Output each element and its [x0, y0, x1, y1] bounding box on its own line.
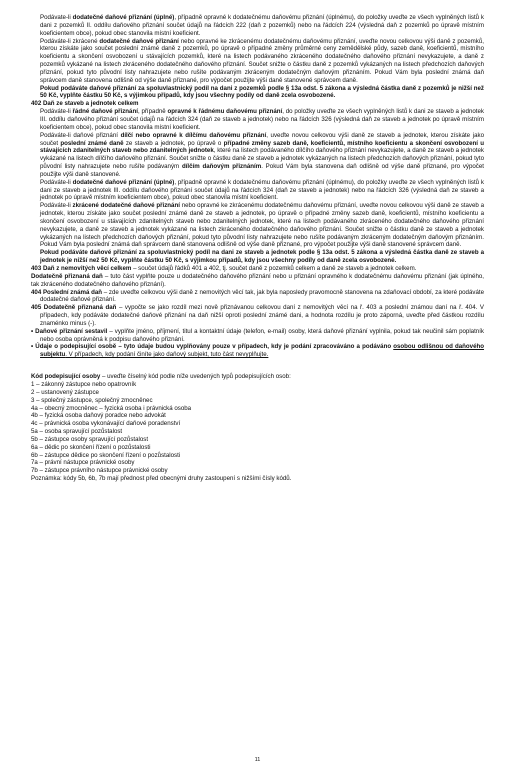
para-dodatecne-uplne-pozemky: Podávate-li dodatečné daňové přiznání (úplné), případně opravné k dodatečnému daňovému přiznání (úplnému), do položky uveďte ze všech vyplněných listů k dani z pozemků II. oddílu daňového přiznání součet údajů na řádcích 222 (daň z pozemků) nebo na řádcích 224 (výsledná daň z pozemků po úpravě místním koeficientem obce), pokud obec stanovila místní koeficient.	[40, 14, 484, 37]
para-dilci-stavby: Podáváte-li daňové přiznání dílčí nebo opravné k dílčímu daňovému přiznání, uveďte novou celkovou výši daně ze staveb a jednotek, kterou získáte jako součet poslední známé daně ze staveb a jednotek, po úpravě o případné změny sazeb daně, koeficientů, místního koeficientu a skončení osvobození u stávajících zdanitelných staveb nebo zdanitelných jednotek, které na listech podávaného dílčího daňového přiznání nevykazujete, a daně ze staveb a jednotek vykázané na listech dílčího daňového přiznání. Součet snižte o částku daně ze staveb a jednotek vykázaných na listech předchozích daňových přiznání, pokud tyto původní listy nahrazujete nebo rušíte podávaným dílčím daňovým přiznáním. Pokud Vám byla stanovena daň odlišně od výše daně přiznané, pro výpočet použijte výši daně stanovené.	[40, 131, 485, 178]
code-item: 5b – zástupce osoby spravující pozůstalost	[31, 435, 149, 443]
bullet-podepisujici-osoba-odlisna: osobou odlišnou od daňového subjektu	[40, 343, 485, 359]
bullet-sestavil: • Daňové přiznání sestavil – vyplňte jméno, příjmení, titul a kontaktní údaje (telefon, e-mail) osoby, která daňové přiznání vyplnila, pokud tak neučinil sám poplatník nebo osoba oprávněná k podpisu daňového přiznání.	[31, 327, 484, 343]
code-title-rest: – uveďte číselný kód podle níže uvedených typů podepisujících osob:	[100, 373, 291, 381]
bullet-podepisujici-post: . V případech, kdy podání činíte jako daňový subjekt, tuto část	[65, 351, 236, 359]
code-title	[31, 373, 484, 381]
document-page	[31, 14, 484, 483]
para-dodatecne-priznana: Dodatečně přiznaná daň – tuto část vyplňte pouze u dodatečného daňového přiznání nebo u přiznání opravného k dodatečnému daňovému přiznání (jak úplného, tak zkráceného dodatečného daňového přiznání).	[31, 272, 484, 288]
para-zkracene-stavby: Podáváte-li zkrácené dodatečné daňové přiznání nebo opravné ke zkrácenému dodatečnému daňovému přiznání, uveďte novou celkovou výši daně ze staveb a jednotek, kterou získáte jako součet poslední známé daně ze staveb a jednotek, po úpravě o případné změny sazeb daně, koeficientů, místního koeficientu a skončení osvobození u stávajících zdanitelných staveb nebo zdanitelných jednotek, které na listech podávaného zkráceného dodatečného daňového přiznání nevykazujete, a daně ze staveb a jednotek vykázané na listech zkráceného dodatečného daňového přiznání. Součet snižte o částku daně ze staveb a jednotek vykázaných na listech předchozích daňových přiznání, pokud tyto původní listy nahrazujete nebo rušíte podávaným zkráceným dodatečným daňovým přiznáním. Pokud Vám byla poslední známá daň správcem daně stanovena odlišně od výše daně přiznané, pro výpočet použijte výši daně stanovené správcem daně.	[40, 202, 484, 249]
para-spoluvlastnicky-pozemky-text: Pokud podáváte daňové přiznání za spoluvlastnický podíl na dani z pozemků podle § 13a odst. 5 zákona a výsledná částka daně z pozemků je nižší než 50 Kč, vyplňte částku 50 Kč, s výjimkou případů, kdy jsou všechny podíly od daně zcela osvobozené.	[40, 84, 484, 100]
para-403: 403 Daň z nemovitých věcí celkem – součet údajů řádků 401 a 402, tj. součet daně z pozemků celkem a daně ze staveb a jednotek celkem.	[31, 265, 417, 272]
para-radne-stavby: Podáváte-li řádné daňové přiznání, případně opravné k řádnému daňovému přiznání, do položky uveďte ze všech vyplněných listů k dani ze staveb a jednotek III. oddílu daňového přiznání součet údajů na řádcích 324 (daň ze staveb a jednotek) nebo na řádcích 326 (výsledná daň ze staveb a jednotek po úpravě místním koeficientem obce), pokud obec stanovila místní koeficient.	[40, 108, 484, 131]
code-item: 4b – fyzická osoba daňový poradce nebo advokát	[31, 412, 166, 420]
para-spoluvlastnicky-stavby	[31, 249, 484, 265]
bullet-podepisujici-pre: • Údaje o podepisující osobě – tyto údaje budou vyplňovány	[31, 343, 213, 351]
bullet-podepisujici-bold: pouze v případech, kdy je podání zpracováváno a podáváno	[212, 343, 394, 351]
code-item: 5a – osoba spravující pozůstalost	[31, 428, 123, 436]
para-405: 405 Dodatečně přiznaná daň – vypočte se jako rozdíl mezi nově přiznávanou celkovou daní z nemovitých věcí na ř. 403 a poslední známou daní na ř. 404. V případech, kdy podáváte dodatečné daňové přiznání na daň nižší oproti poslední známé dani, a hodnota rozdílu je proto záporná, uveďte před částkou rozdílu znaménko minus (-).	[31, 304, 484, 327]
code-item: 4a – obecný zmocněnec – fyzická osoba i právnická osoba	[31, 404, 192, 412]
para-dodatecne-uplne-stavby: Podáváte-li dodatečné daňové přiznání (úplné), případně opravné k dodatečnému daňovému přiznání (úplnému), do položky uveďte ze všech vyplněných listů k dani ze staveb a jednotek III. oddílu daňového přiznání součet údajů na řádcích 324 (daň ze staveb a jednotek) nebo na řádcích 326 (výsledná daň ze staveb a jednotek po úpravě místním koeficientem obce), pokud obec stanovila místní koeficient.	[40, 178, 484, 202]
page-number: 11	[254, 757, 261, 763]
code-item: 2 – ustanovený zástupce	[31, 388, 99, 396]
code-item: 7b – zástupce právního nástupce právnické osoby	[31, 467, 168, 475]
code-list	[31, 381, 484, 483]
para-404: 404 Poslední známá daň – zde uveďte celkovou výši daně z nemovitých věcí tak, jak byla naposledy pravomocně stanovena na zdaňovací období, za které podáváte dodatečné daňové přiznání.	[31, 288, 484, 304]
bullet-podepisujici-nevyplnujte: nevyplňujte.	[235, 351, 269, 359]
para-zkracene-pozemky: Podáváte-li zkrácené dodatečné daňové přiznání nebo opravné ke zkrácenému dodatečnému daňovému přiznání, uveďte novou celkovou výši daně z pozemků, kterou získáte jako součet poslední známé daně z pozemků, po úpravě o případné změny průměrné ceny zemědělské půdy, sazeb daně, koeficientů, místního koeficientu a skončení osvobození u stávajících pozemků, které na listech podávaného zkráceného dodatečného daňového přiznání nevykazujete, a daně z pozemků vykázané na listech zkráceného dodatečného daňového přiznání. Součet snižte o částku daně z pozemků vykázaných na listech předchozích daňových přiznání, pokud tyto původní listy nahrazujete nebo rušíte podávaným zkráceným dodatečným daňovým přiznáním. Pokud Vám byla poslední známá daň správcem daně stanovena odlišně od výše daně přiznané, pro výpočet použijte výši daně stanovené správcem daně.	[40, 37, 484, 84]
heading-402: 402 Daň ze staveb a jednotek celkem	[31, 100, 139, 108]
para-spoluvlastnicky-stavby-text: Pokud podáváte daňové přiznání za spoluvlastnický podíl na dani ze staveb a jednotek podle § 13a odst. 5 zákona a výsledná částka daně ze staveb a jednotek je nižší než 50 Kč, vyplňte částku 50 Kč, s výjimkou případů, kdy jsou všechny podíly od daně zcela osvobozené.	[40, 249, 484, 265]
poznamka: Poznámka: kódy 5b, 6b, 7b mají přednost před obecnými druhy zastoupení s nižšími čísly kódů.	[31, 475, 292, 483]
code-item: 7a – právní nástupce právnické osoby	[31, 459, 135, 467]
code-item: 6a – dědic po skončení řízení o pozůstalosti	[31, 443, 151, 451]
code-item: 6b – zástupce dědice po skončení řízení o pozůstalosti	[31, 451, 181, 459]
bullet-podepisujici-osoba	[31, 343, 484, 359]
code-item: 4c – právnická osoba vykonávající daňové poradenství	[31, 420, 181, 428]
code-item: 3 – společný zástupce, společný zmocněnec	[31, 396, 153, 404]
code-item: 1 – zákonný zástupce nebo opatrovník	[31, 380, 137, 388]
para-spoluvlastnicky-pozemky	[31, 85, 484, 101]
code-title-bold: Kód podepisující osoby	[31, 373, 101, 381]
